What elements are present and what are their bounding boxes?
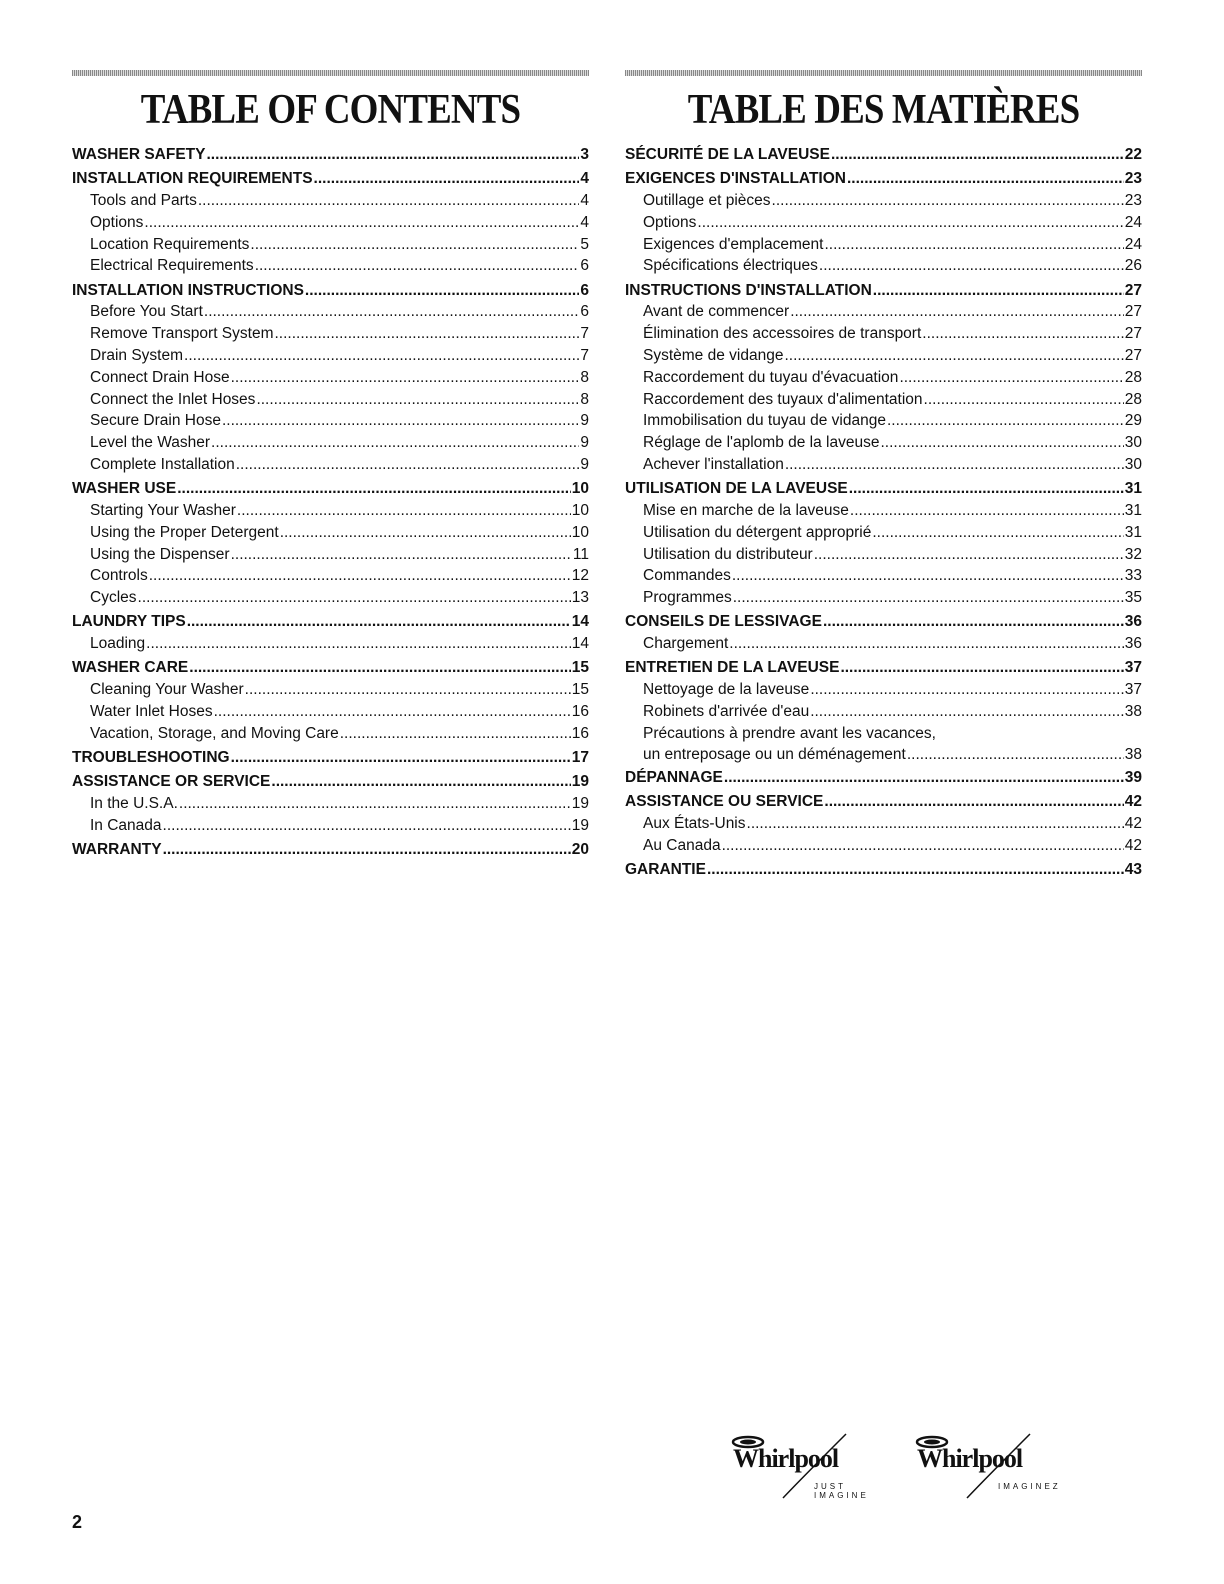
toc-subentry[interactable] [625, 255, 1142, 277]
toc-page-number: 31 [1124, 523, 1142, 541]
toc-entry-label: Location Requirements [90, 235, 250, 253]
toc-page-number: 27 [1124, 303, 1142, 321]
toc-page-number: 38 [1124, 702, 1142, 720]
dot-leader [724, 767, 1124, 789]
toc-subentry[interactable] [625, 633, 1142, 655]
toc-page-number: 16 [571, 702, 589, 720]
toc-entry-label: Options [90, 213, 144, 231]
toc-entry-label: ASSISTANCE OR SERVICE [72, 773, 271, 791]
toc-entry-label: Loading [90, 635, 146, 653]
toc-section-entry[interactable] [72, 478, 589, 500]
dot-leader [250, 234, 579, 256]
toc-page-number: 31 [1124, 480, 1142, 498]
toc-entry-label: Réglage de l'aplomb de la laveuse [643, 434, 880, 452]
toc-page-number: 42 [1124, 815, 1142, 833]
toc-entry-label: DÉPANNAGE [625, 769, 723, 787]
toc-page-number: 27 [1124, 325, 1142, 343]
toc-entry-label: Spécifications électriques [643, 257, 818, 275]
toc-subentry[interactable] [72, 522, 589, 544]
toc-section-entry[interactable] [72, 747, 589, 769]
toc-english [72, 70, 589, 861]
toc-page-number: 42 [1124, 793, 1142, 811]
toc-page-number: 27 [1124, 346, 1142, 364]
dot-leader [733, 587, 1124, 609]
dot-leader [847, 168, 1124, 190]
dot-leader [840, 657, 1123, 679]
toc-entry-label: CONSEILS DE LESSIVAGE [625, 613, 822, 631]
toc-page-number: 9 [580, 412, 589, 430]
dot-leader [814, 544, 1124, 566]
toc-section-entry[interactable] [72, 839, 589, 861]
toc-subentry[interactable] [625, 367, 1142, 389]
toc-page-number: 28 [1124, 368, 1142, 386]
toc-entry-label: In the U.S.A. [90, 794, 178, 812]
toc-page-number: 27 [1124, 281, 1142, 299]
toc-page-number: 11 [572, 545, 589, 563]
toc-entry-label: Au Canada [643, 836, 721, 854]
dot-leader [231, 544, 572, 566]
toc-page-number: 15 [571, 681, 589, 699]
toc-entry-label: Robinets d'arrivée d'eau [643, 702, 810, 720]
toc-section-entry[interactable] [72, 771, 589, 793]
toc-page-number: 32 [1124, 545, 1142, 563]
toc-subentry[interactable] [72, 679, 589, 701]
toc-entry-label: Utilisation du détergent approprié [643, 523, 872, 541]
toc-entry-label: GARANTIE [625, 861, 706, 879]
dot-leader [271, 771, 570, 793]
toc-page-number: 5 [580, 235, 589, 253]
dot-leader [184, 345, 579, 367]
toc-entry-label: Remove Transport System [90, 325, 274, 343]
toc-page-number: 38 [1124, 745, 1142, 763]
toc-page-number: 23 [1124, 170, 1142, 188]
dot-leader [144, 212, 579, 234]
toc-subentry[interactable] [72, 367, 589, 389]
toc-entry-label: WARRANTY [72, 840, 162, 858]
toc-page-number: 24 [1124, 235, 1142, 253]
toc-page-number: 31 [1124, 501, 1142, 519]
toc-subentry[interactable] [72, 815, 589, 837]
toc-subentry[interactable] [625, 587, 1142, 609]
toc-entry-label: TROUBLESHOOTING [72, 748, 230, 766]
dot-leader [772, 190, 1124, 212]
toc-page-number: 30 [1124, 455, 1142, 473]
toc-section-entry[interactable] [625, 611, 1142, 633]
toc-french [625, 70, 1142, 881]
toc-subentry[interactable] [72, 212, 589, 234]
toc-page-number: 12 [571, 567, 589, 585]
toc-subentry[interactable] [625, 190, 1142, 212]
toc-section-entry[interactable] [625, 791, 1142, 813]
toc-entry-label: Water Inlet Hoses [90, 702, 213, 720]
toc-list [72, 144, 589, 861]
dot-leader [924, 389, 1124, 411]
dot-leader [824, 791, 1123, 813]
toc-page-number: 4 [580, 191, 589, 209]
toc-page-number: 33 [1124, 567, 1142, 585]
toc-entry-label: Mise en marche de la laveuse [643, 501, 849, 519]
toc-page-number: 9 [580, 434, 589, 452]
toc-section-entry[interactable] [625, 168, 1142, 190]
toc-page-number: 10 [571, 501, 589, 519]
dot-leader [907, 744, 1124, 765]
toc-page-number: 10 [571, 523, 589, 541]
toc-entry-label: Système de vidange [643, 346, 784, 364]
toc-page-number: 9 [580, 455, 589, 473]
dot-leader [237, 500, 571, 522]
dot-leader [305, 280, 579, 302]
toc-entry-label: Drain System [90, 346, 184, 364]
whirlpool-logo-french [912, 1432, 1062, 1502]
toc-entry-label: Exigences d'emplacement [643, 235, 824, 253]
dot-leader [187, 611, 571, 633]
toc-entry-label: INSTRUCTIONS D'INSTALLATION [625, 281, 872, 299]
toc-entry-label: Options [643, 213, 697, 231]
toc-subentry[interactable] [625, 544, 1142, 566]
toc-entry-label: Avant de commencer [643, 303, 790, 321]
toc-entry-label: Cleaning Your Washer [90, 681, 244, 699]
toc-page-number: 15 [571, 659, 589, 677]
dot-leader [314, 168, 580, 190]
dot-leader [824, 234, 1123, 256]
toc-subentry[interactable] [72, 633, 589, 655]
dot-leader [729, 633, 1123, 655]
brand-tagline: JUST IMAGINE [814, 1482, 869, 1500]
dot-leader [831, 144, 1124, 166]
toc-entry-label: Élimination des accessoires de transport [643, 325, 922, 343]
dot-leader [707, 859, 1124, 881]
toc-section-entry[interactable] [72, 611, 589, 633]
toc-entry-label: Tools and Parts [90, 191, 197, 209]
dot-leader [850, 500, 1124, 522]
toc-entry-label: SÉCURITÉ DE LA LAVEUSE [625, 146, 830, 163]
toc-subentry[interactable] [625, 565, 1142, 587]
toc-page-number: 35 [1124, 589, 1142, 607]
toc-entry-label: Programmes [643, 589, 732, 607]
toc-page-number: 6 [580, 257, 589, 275]
toc-entry-label: Controls [90, 567, 148, 585]
toc-subentry[interactable] [625, 813, 1142, 835]
toc-entry-label: un entreposage ou un déménagement [643, 745, 906, 763]
dot-leader [784, 345, 1123, 367]
dot-leader [222, 410, 579, 432]
dot-leader [245, 679, 571, 701]
toc-entry-label: Level the Washer [90, 434, 211, 452]
toc-section-entry[interactable] [625, 859, 1142, 881]
toc-page-number: 3 [580, 146, 589, 163]
dot-leader [922, 323, 1123, 345]
toc-page-number: 24 [1124, 213, 1142, 231]
toc-subentry[interactable] [625, 323, 1142, 345]
toc-page-number: 28 [1124, 390, 1142, 408]
toc-section-entry[interactable] [72, 168, 589, 190]
toc-subentry[interactable] [625, 522, 1142, 544]
toc-page-number: 8 [580, 390, 589, 408]
dot-leader [280, 522, 571, 544]
dot-leader [823, 611, 1124, 633]
toc-page-number: 4 [580, 213, 589, 231]
dot-leader [198, 190, 580, 212]
toc-subentry[interactable] [72, 410, 589, 432]
toc-subentry[interactable] [72, 701, 589, 723]
toc-entry-label: WASHER SAFETY [72, 146, 206, 163]
toc-subentry[interactable] [72, 190, 589, 212]
toc-entry-label: Raccordement du tuyau d'évacuation [643, 368, 899, 386]
toc-page-number: 19 [571, 794, 589, 812]
dot-leader [163, 815, 571, 837]
toc-page-number: 22 [1124, 146, 1142, 163]
dot-leader [880, 432, 1123, 454]
whirlpool-logo-english [728, 1432, 878, 1502]
dot-leader [138, 587, 571, 609]
brand-name: Whirlpool [917, 1444, 1023, 1473]
toc-entry-label: Commandes [643, 567, 731, 585]
toc-entry-label: Using the Proper Detergent [90, 523, 279, 541]
toc-subentry[interactable] [625, 234, 1142, 256]
toc-section-entry[interactable] [625, 657, 1142, 679]
toc-entry-label: Achever l'installation [643, 455, 784, 473]
dot-leader [189, 657, 570, 679]
toc-entry-label: EXIGENCES D'INSTALLATION [625, 170, 846, 188]
dot-leader [340, 723, 571, 745]
toc-page-number: 42 [1124, 836, 1142, 854]
page-title: TABLE OF CONTENTS [140, 87, 521, 133]
dot-leader [146, 633, 571, 655]
dot-leader [873, 280, 1124, 302]
dot-leader [790, 301, 1124, 323]
toc-subentry[interactable] [72, 793, 589, 815]
dot-leader [177, 478, 571, 500]
toc-page-number: 36 [1124, 613, 1142, 631]
toc-page-number: 14 [571, 613, 589, 631]
toc-page-number: 4 [580, 170, 589, 188]
toc-subentry[interactable] [625, 454, 1142, 476]
toc-section-entry[interactable] [625, 767, 1142, 789]
toc-subentry[interactable] [625, 723, 1142, 765]
toc-page-number: 8 [580, 368, 589, 386]
page-number: 2 [72, 1512, 83, 1532]
dot-leader [872, 522, 1123, 544]
toc-entry-label: WASHER CARE [72, 659, 189, 677]
toc-entry-label: Starting Your Washer [90, 501, 236, 519]
toc-section-entry[interactable] [625, 144, 1142, 166]
toc-subentry[interactable] [625, 679, 1142, 701]
dot-leader [163, 839, 571, 861]
toc-subentry[interactable] [625, 835, 1142, 857]
toc-page-number: 6 [580, 303, 589, 321]
toc-entry-label: Nettoyage de la laveuse [643, 681, 810, 699]
toc-subentry[interactable] [72, 432, 589, 454]
dot-leader [204, 301, 579, 323]
dot-leader [747, 813, 1124, 835]
toc-entry-label: Précautions à prendre avant les vacances, [643, 724, 936, 742]
toc-subentry[interactable] [72, 500, 589, 522]
toc-entry-label: Utilisation du distributeur [643, 545, 813, 563]
toc-subentry[interactable] [625, 410, 1142, 432]
toc-page-number: 29 [1124, 412, 1142, 430]
toc-section-entry[interactable] [625, 478, 1142, 500]
toc-entry-label: Connect Drain Hose [90, 368, 230, 386]
toc-subentry[interactable] [72, 234, 589, 256]
toc-entry-label: Secure Drain Hose [90, 412, 221, 430]
toc-entry-label: Cycles [90, 589, 137, 607]
toc-subentry[interactable] [72, 723, 589, 745]
toc-subentry[interactable] [72, 301, 589, 323]
toc-entry-label: Outillage et pièces [643, 191, 771, 209]
dot-leader [887, 410, 1124, 432]
dot-leader [211, 432, 579, 454]
toc-page-number: 17 [571, 748, 589, 766]
header-rule [72, 70, 589, 76]
toc-subentry[interactable] [625, 389, 1142, 411]
toc-entry-label: WASHER USE [72, 480, 177, 498]
toc-page-number: 37 [1124, 659, 1142, 677]
toc-subentry[interactable] [72, 389, 589, 411]
toc-entry-label: LAUNDRY TIPS [72, 613, 186, 631]
toc-page-number: 23 [1124, 191, 1142, 209]
toc-page-number: 26 [1124, 257, 1142, 275]
toc-subentry[interactable] [72, 565, 589, 587]
toc-subentry[interactable] [625, 701, 1142, 723]
dot-leader [236, 454, 580, 476]
dot-leader [231, 747, 571, 769]
dot-leader [819, 255, 1124, 277]
toc-subentry[interactable] [625, 345, 1142, 367]
dot-leader [732, 565, 1124, 587]
toc-subentry[interactable] [72, 454, 589, 476]
dot-leader [256, 389, 579, 411]
dot-leader [214, 701, 571, 723]
header-rule [625, 70, 1142, 76]
toc-entry-label: Raccordement des tuyaux d'alimentation [643, 390, 923, 408]
toc-section-entry[interactable] [72, 280, 589, 302]
toc-entry-label: Chargement [643, 635, 729, 653]
toc-page-number: 39 [1124, 769, 1142, 787]
toc-entry-label: Complete Installation [90, 455, 235, 473]
toc-subentry[interactable] [72, 587, 589, 609]
toc-page-number: 16 [571, 724, 589, 742]
dot-leader [810, 679, 1123, 701]
brand-name: Whirlpool [733, 1444, 839, 1473]
toc-subentry[interactable] [625, 212, 1142, 234]
toc-section-entry[interactable] [625, 280, 1142, 302]
toc-subentry[interactable] [625, 500, 1142, 522]
toc-section-entry[interactable] [72, 144, 589, 166]
toc-entry-label: Electrical Requirements [90, 257, 254, 275]
brand-tagline: IMAGINEZ [998, 1482, 1061, 1491]
toc-subentry[interactable] [625, 301, 1142, 323]
toc-entry-label: INSTALLATION INSTRUCTIONS [72, 281, 304, 299]
toc-page-number: 10 [571, 480, 589, 498]
dot-leader [899, 367, 1123, 389]
toc-entry-label: Before You Start [90, 303, 203, 321]
toc-list [625, 144, 1142, 881]
page-title: TABLE DES MATIÈRES [687, 87, 1080, 133]
toc-page-number: 7 [580, 346, 589, 364]
toc-entry-label: INSTALLATION REQUIREMENTS [72, 170, 313, 188]
toc-entry-label: ENTRETIEN DE LA LAVEUSE [625, 659, 840, 677]
toc-page-number: 43 [1124, 861, 1142, 879]
toc-page-number: 7 [580, 325, 589, 343]
toc-subentry[interactable] [72, 255, 589, 277]
dot-leader [255, 255, 580, 277]
toc-entry-label: Connect the Inlet Hoses [90, 390, 256, 408]
dot-leader [274, 323, 579, 345]
toc-subentry[interactable] [72, 544, 589, 566]
toc-entry-label: Vacation, Storage, and Moving Care [90, 724, 339, 742]
toc-subentry[interactable] [625, 432, 1142, 454]
dot-leader [697, 212, 1123, 234]
toc-entry-label: Using the Dispenser [90, 545, 230, 563]
toc-entry-label: Immobilisation du tuyau de vidange [643, 412, 886, 430]
toc-page-number: 37 [1124, 681, 1142, 699]
toc-subentry[interactable] [72, 323, 589, 345]
toc-entry-label: ASSISTANCE OU SERVICE [625, 793, 824, 811]
toc-page-number: 6 [580, 281, 589, 299]
toc-entry-label: UTILISATION DE LA LAVEUSE [625, 480, 848, 498]
toc-page-number: 20 [571, 840, 589, 858]
toc-entry-label: Aux États-Unis [643, 815, 746, 833]
toc-page-number: 30 [1124, 434, 1142, 452]
dot-leader [722, 835, 1124, 857]
dot-leader [149, 565, 571, 587]
toc-page-number: 36 [1124, 635, 1142, 653]
dot-leader [810, 701, 1124, 723]
dot-leader [231, 367, 580, 389]
dot-leader [206, 144, 579, 166]
toc-entry-label: In Canada [90, 816, 162, 834]
dot-leader [179, 793, 571, 815]
toc-page-number: 13 [571, 589, 589, 607]
toc-subentry[interactable] [72, 345, 589, 367]
toc-page-number: 14 [571, 635, 589, 653]
dot-leader [785, 454, 1124, 476]
toc-page-number: 19 [571, 816, 589, 834]
toc-page-number: 19 [571, 773, 589, 791]
toc-section-entry[interactable] [72, 657, 589, 679]
dot-leader [849, 478, 1124, 500]
